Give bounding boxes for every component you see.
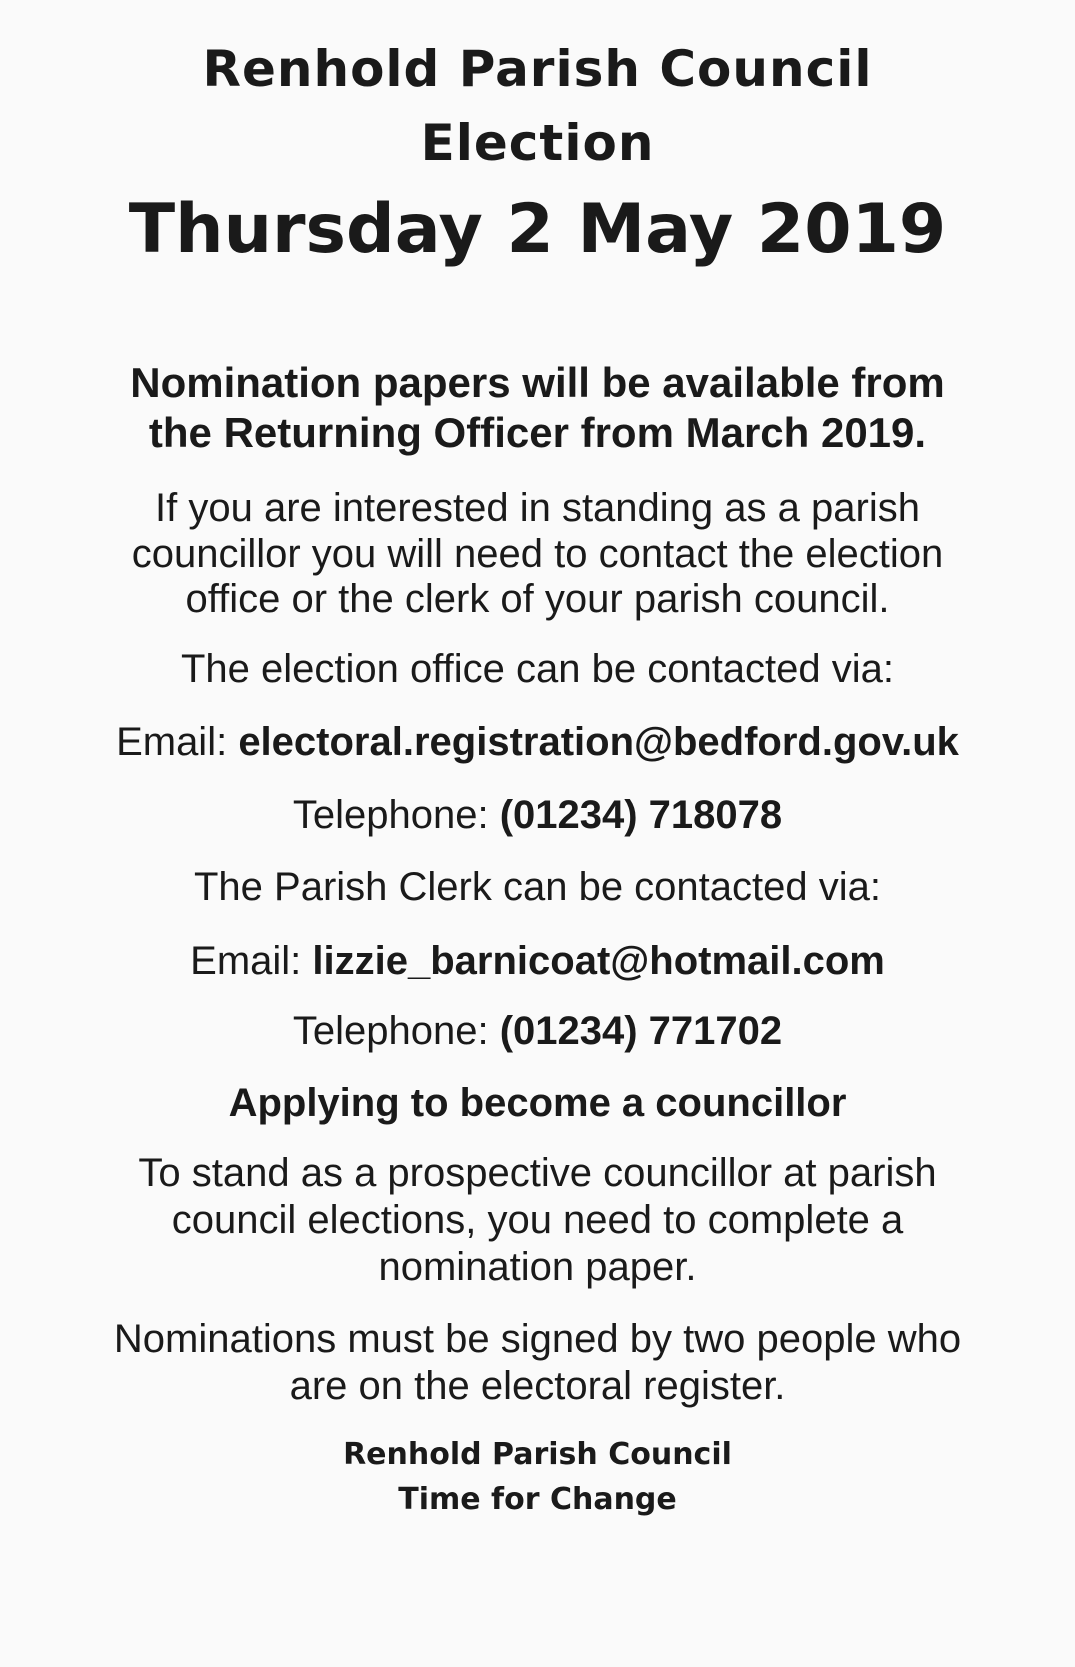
interest-line-3: office or the clerk of your parish council. (185, 577, 890, 621)
parish-clerk-intro: The Parish Clerk can be contacted via: (193, 865, 881, 909)
interest-line-2: councillor you will need to contact the election (131, 532, 944, 576)
election-office-email-row (0, 720, 1075, 765)
interest-line-1: If you are interested in standing as a parish (155, 486, 920, 530)
title-line-1: Renhold Parish Council (202, 40, 873, 98)
election-office-intro: The election office can be contacted via: (180, 647, 895, 691)
election-office-phone: (01234) 718078 (499, 793, 783, 837)
parish-clerk-email: lizzie_barnicoat@hotmail.com (312, 939, 885, 983)
applying-line-2: council elections, you need to complete a (171, 1198, 904, 1242)
election-date: Thursday 2 May 2019 (128, 190, 947, 269)
email-label: Email: (116, 720, 239, 764)
title-line-2: Election (420, 114, 655, 172)
parish-clerk-phone-row (0, 1009, 1075, 1054)
telephone-label: Telephone: (292, 793, 500, 837)
nomination-line-2: the Returning Officer from March 2019. (148, 409, 927, 456)
applying-heading: Applying to become a councillor (228, 1081, 847, 1125)
telephone-label: Telephone: (292, 1009, 500, 1053)
applying-line-4: Nominations must be signed by two people who (113, 1317, 962, 1361)
applying-line-3: nomination paper. (378, 1245, 697, 1289)
parish-clerk-phone: (01234) 771702 (499, 1009, 783, 1053)
nomination-line-1: Nomination papers will be available from (130, 359, 945, 406)
election-office-phone-row (0, 793, 1075, 838)
email-label: Email: (190, 939, 313, 983)
applying-line-5: are on the electoral register. (289, 1364, 786, 1408)
election-office-email: electoral.registration@bedford.gov.uk (238, 720, 959, 764)
parish-clerk-email-row (0, 939, 1075, 984)
applying-line-1: To stand as a prospective councillor at parish (138, 1151, 937, 1195)
footer-line-1: Renhold Parish Council (343, 1437, 732, 1472)
footer-line-2: Time for Change (398, 1482, 677, 1517)
